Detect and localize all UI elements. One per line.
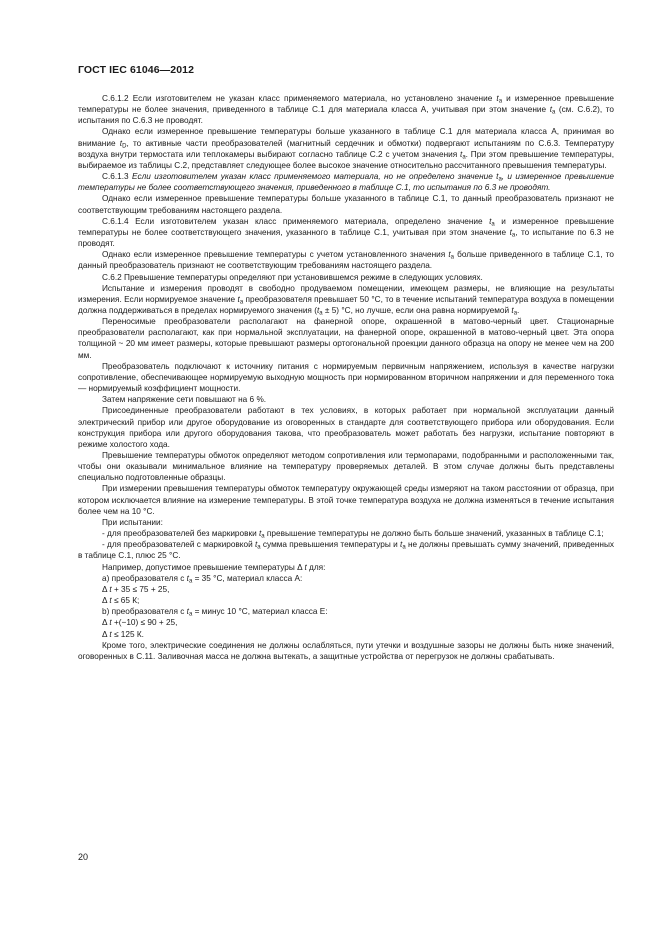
text-run: преобразователя превышает 50 °С, то в течение испытаний температура воздуха в помещении должна поддерживаться в пределах нормируемого значения ( bbox=[78, 294, 614, 315]
text-run: Присоединенные преобразователи работают в тех условиях, в которых работает при нормальной эксплуатации данный электрический прибор или другое оборудование из оговоренных в стандарте для соответствующего прибора или оборудования. Если конструкция прибора или другого оборудования такова, что преобразователь может работать без нагрузки, испытание повторяют в режиме холостого хода. bbox=[78, 406, 614, 449]
text-run: Δ bbox=[102, 618, 110, 628]
paragraph bbox=[78, 394, 614, 405]
text-run: При измерении превышения температуры обмоток температуру окружающей среды измеряют на таком расстоянии от образца, при котором исключается влияние на измерение температуры. В этой точке температура воздуха не должна изменяться в течение испытания более чем на 10 °С. bbox=[78, 484, 614, 516]
italic-text: t bbox=[496, 94, 499, 103]
paragraph bbox=[78, 283, 614, 316]
text-run: Однако если измеренное превышение температуры больше указанного в таблице С.1, то данный преобразователь признают не соответствующим требованиям настоящего раздела. bbox=[78, 194, 614, 215]
paragraph bbox=[78, 126, 614, 171]
text-run: - для преобразователей с маркировкой bbox=[102, 540, 255, 550]
text-run: (см. С.6.2), то испытания по С.6.3 не проводят. bbox=[78, 105, 614, 126]
text-run: + 35 ≤ 75 + 25, bbox=[111, 584, 170, 594]
italic-text: t bbox=[186, 573, 189, 583]
paragraph bbox=[78, 405, 614, 450]
paragraph bbox=[78, 249, 614, 271]
italic-text: t bbox=[109, 618, 112, 628]
italic-text: t bbox=[316, 305, 320, 315]
paragraph bbox=[78, 171, 614, 193]
text-run: Однако если измеренное превышение температуры с учетом установленного значения bbox=[102, 250, 449, 260]
subscript: a bbox=[498, 98, 503, 105]
italic-text: t bbox=[460, 149, 463, 159]
paragraph bbox=[78, 517, 614, 528]
paragraph bbox=[78, 450, 614, 483]
italic-text: t bbox=[109, 629, 112, 639]
text-run: Преобразователь подключают к источнику питания с нормируемым первичным напряжением, используя в качестве нагрузки сопротивление, обеспечивающее нормируемую выходную мощность при нормированном вторичном напряжении и для переменного тока — нормируемый коэффициент мощности. bbox=[78, 361, 614, 394]
paragraph bbox=[78, 617, 614, 628]
paragraph bbox=[78, 640, 614, 662]
italic-text: t bbox=[109, 584, 112, 594]
subscript: a bbox=[188, 611, 193, 618]
page-number: 20 bbox=[78, 852, 89, 862]
text-run: превышение температуры не должно быть больше значений, указанных в таблице С.1; bbox=[264, 529, 604, 539]
text-run: ± 5) °С, но лучше, если она равна нормируемой bbox=[322, 305, 512, 315]
paragraph bbox=[78, 272, 614, 283]
paragraph bbox=[78, 629, 614, 640]
text-run: сумма превышения температуры и bbox=[260, 540, 401, 550]
paragraph bbox=[78, 93, 614, 126]
subscript: a bbox=[551, 109, 556, 116]
text-run: - для преобразователей без маркировки bbox=[102, 529, 259, 539]
italic-text: t bbox=[448, 250, 451, 260]
text-run: = 35 °С, материал класса А: bbox=[192, 573, 303, 583]
text-run: Испытание и измерения проводят в свободно продуваемом помещении, имеющем размеры, не влияющие на результаты измерения. Если нормируемое значение bbox=[78, 283, 614, 304]
paragraph bbox=[78, 606, 614, 617]
text-run: Затем напряжение сети повышают на 6 %. bbox=[102, 395, 267, 405]
subscript: a bbox=[450, 254, 454, 261]
text-run: С.6.2 Превышение температуры определяют при установившемся режиме в следующих условиях. bbox=[102, 272, 483, 282]
paragraph bbox=[78, 193, 614, 215]
italic-text: Если изготовителем указан класс применяемого материала, но не определено значение bbox=[131, 172, 497, 182]
text-run: для: bbox=[306, 562, 326, 572]
text-run: Однако если измеренное превышение температуры больше указанного в таблице С.1 для материала класса А, принимая во внимание bbox=[78, 127, 614, 148]
paragraph bbox=[78, 573, 614, 584]
italic-text: t bbox=[254, 540, 258, 550]
italic-text: t bbox=[400, 540, 403, 550]
italic-text: t bbox=[496, 172, 499, 182]
text-run: = минус 10 °С, материал класса Е: bbox=[192, 607, 328, 617]
subscript: a bbox=[239, 299, 244, 306]
subscript: a bbox=[257, 544, 261, 551]
text-run: и измеренное превышение температуры не более соответствующего значения, указанного в таблице С.1, учитывая при этом значение bbox=[78, 216, 614, 237]
italic-text: t bbox=[186, 607, 189, 617]
italic-text: , и измеренное превышение температуры не более соответствующего значения, приведенного в таблице С.1, то испытания по 6.3 не проводят. bbox=[78, 172, 614, 193]
text-run: , то активные части преобразователей (магнитный сердечник и обмотки) подвергают испытаниям по С.6.3. Температуру воздуха внутри термостата или теплокамеры выбирают согласно таблице С.2 с учетом значения bbox=[78, 138, 614, 159]
paragraph bbox=[78, 361, 614, 394]
text-run: При испытании: bbox=[102, 517, 163, 527]
italic-text: t bbox=[237, 294, 240, 304]
text-run: и измеренное превышение температуры не более значения, приведенного в таблице С.1 для материала класса А, учитывая при этом значение bbox=[78, 94, 614, 115]
text-run: Превышение температуры обмоток определяют методом сопротивления или термопарами, подобранными и расположенными так, чтобы они оказывали минимальное влияние на температуру проверяемых деталей. В этом случае должны быть представлены специально подготовленные образцы. bbox=[78, 451, 614, 483]
text-run: Δ bbox=[102, 629, 110, 639]
paragraph bbox=[78, 539, 614, 561]
subscript: a bbox=[402, 544, 406, 551]
italic-text: t bbox=[509, 227, 512, 237]
italic-text: t bbox=[511, 305, 514, 315]
italic-text: t bbox=[549, 105, 552, 115]
italic-text: t bbox=[109, 596, 112, 606]
subscript: a bbox=[511, 232, 516, 239]
text-run: Например, допустимое превышение температуры Δ bbox=[102, 562, 305, 572]
paragraph bbox=[78, 216, 614, 249]
page-header-title: ГОСТ IEC 61046—2012 bbox=[78, 64, 195, 76]
subscript: a bbox=[491, 221, 495, 228]
text-run: . При этом превышение температуры, выбираемое из таблицы С.2, представляет следующее более высокое значение относительно рассчитанного превышения температуры. bbox=[78, 149, 614, 170]
text-run: . bbox=[517, 305, 520, 315]
subscript: a bbox=[462, 154, 466, 161]
subscript: a bbox=[261, 533, 265, 540]
paragraph bbox=[78, 483, 614, 516]
italic-text: t bbox=[259, 529, 262, 539]
subscript: a bbox=[188, 578, 193, 585]
italic-text: t bbox=[119, 138, 123, 148]
subscript: D bbox=[122, 143, 127, 150]
text-run: С.6.1.4 Если изготовителем указан класс применяемого материала, определено значение bbox=[102, 216, 490, 226]
text-run: , то испытание по 6.3 не проводят. bbox=[78, 227, 614, 249]
subscript: a bbox=[319, 310, 323, 317]
text-run: Δ bbox=[102, 596, 110, 606]
document-body bbox=[78, 93, 614, 662]
text-run: С.6.1.2 Если изготовителем не указан класс применяемого материала, но установлено значение bbox=[102, 94, 497, 103]
italic-text: t bbox=[304, 562, 307, 572]
italic-text: t bbox=[489, 216, 492, 226]
text-run: не должны превышать сумму значений, приведенных в таблице С.1, плюс 25 °С. bbox=[78, 540, 615, 561]
text-run: ≤ 125 К. bbox=[111, 629, 144, 639]
text-run: Кроме того, электрические соединения не должны ослабляться, пути утечки и воздушные зазоры не должны быть ниже значений, оговоренных в С.11. Заливочная масса не должна вытекать, а защитные устройства от перегрузок не должны срабатывать. bbox=[78, 640, 614, 661]
subscript: a bbox=[498, 176, 502, 183]
paragraph bbox=[78, 316, 614, 361]
subscript: a bbox=[513, 310, 518, 317]
text-run: Δ bbox=[102, 584, 110, 594]
paragraph bbox=[78, 584, 614, 595]
text-run: +(−10) ≤ 90 + 25, bbox=[111, 618, 178, 628]
paragraph bbox=[78, 562, 614, 573]
text-run: b) преобразователя с bbox=[102, 607, 187, 617]
text-run: С.6.1.3 bbox=[102, 172, 132, 182]
text-run: больше приведенного в таблице С.1, то данный преобразователь признают не соответствующим требованиям настоящего раздела. bbox=[78, 250, 614, 271]
paragraph bbox=[78, 595, 614, 606]
text-run: а) преобразователя с bbox=[102, 573, 187, 583]
text-run: ≤ 65 К; bbox=[111, 596, 140, 606]
paragraph bbox=[78, 528, 614, 539]
text-run: Переносимые преобразователи располагают на фанерной опоре, окрашенной в матово-черный цвет. Стационарные преобразователи располагают, как при нормальной эксплуатации, на фанерной опоре, окрашенной в матово-черный цвет. Эта опора толщиной ~ 20 мм имеет размеры, которые превышают размеры ортогональной проекции данного образца на опору не менее чем на 200 мм. bbox=[78, 317, 614, 360]
